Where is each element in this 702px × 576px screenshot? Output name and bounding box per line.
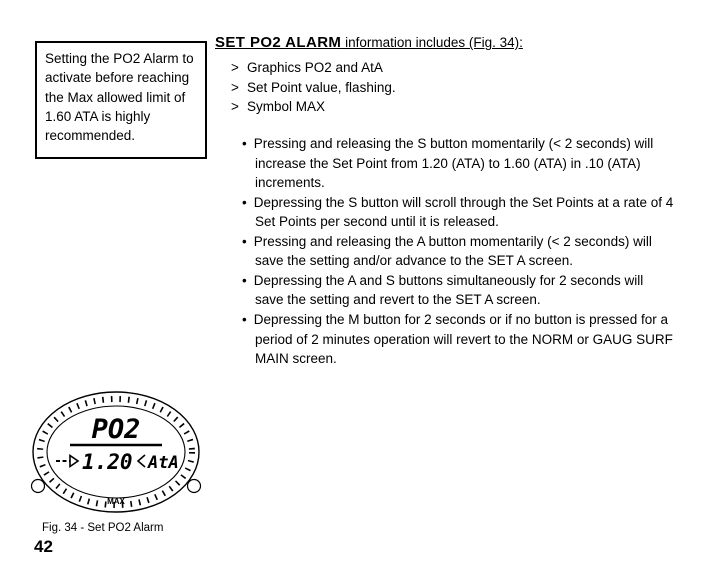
list-item-text: Depressing the S button will scroll through the Set Points at a rate of 4 Set Points per second until it is released.: [253, 194, 674, 230]
bullet-marker: •: [242, 233, 247, 249]
section-heading: [215, 32, 685, 53]
list-item: [231, 97, 671, 117]
list-item: [229, 193, 675, 232]
section-heading-title: SET PO2 ALARM: [215, 34, 342, 51]
lcd-po2-label: PO2: [91, 414, 141, 445]
list-item-text: Symbol MAX: [247, 99, 326, 115]
arrow-marker: >: [231, 60, 239, 76]
bullet-marker: •: [242, 194, 247, 210]
list-item-text: Pressing and releasing the S button momentarily (< 2 seconds) will increase the Set Point from 1.20 (ATA) to 1.60 (ATA) in .10 (ATA) increments.: [253, 135, 654, 191]
bullet-marker: •: [242, 272, 247, 288]
sidebar-note-text: Setting the PO2 Alarm to activate before reaching the Max allowed limit of 1.60 ATA is highly recommended.: [45, 51, 194, 144]
lcd-unit: AtA: [148, 453, 179, 473]
list-item: [229, 310, 675, 369]
page-number: 42: [34, 537, 53, 556]
list-item: [229, 271, 675, 310]
list-item-text: Pressing and releasing the A button momentarily (< 2 seconds) will save the setting and/or advance to the SET A screen.: [253, 233, 652, 269]
figure-caption: Fig. 34 - Set PO2 Alarm: [42, 522, 164, 534]
lcd-max-symbol: MAX: [107, 497, 125, 506]
sidebar-note-box: [35, 41, 207, 159]
lcd-setpoint-value: 1.20: [82, 450, 133, 474]
list-item-text: Depressing the M button for 2 seconds or if no button is pressed for a period of 2 minutes operation will revert to the NORM or GAUG SURF MAIN screen.: [253, 312, 673, 367]
figure-34: [26, 390, 202, 522]
right-button: [188, 480, 201, 493]
list-item-text: Depressing the A and S buttons simultaneously for 2 seconds will save the setting and revert to the SET A screen.: [253, 272, 644, 308]
dive-computer-illustration: [26, 390, 202, 522]
arrow-marker: >: [231, 99, 239, 115]
left-button: [32, 480, 45, 493]
bullet-marker: •: [242, 135, 247, 151]
main-content: [215, 32, 685, 369]
arrow-marker: >: [231, 79, 239, 95]
list-item: [229, 232, 675, 271]
instruction-list: [229, 134, 685, 369]
list-item-text: Graphics PO2 and AtA: [247, 60, 383, 76]
section-heading-rest: information includes (Fig. 34):: [341, 35, 523, 50]
list-item: [231, 58, 671, 78]
list-item: [231, 78, 671, 98]
list-item-text: Set Point value, flashing.: [247, 79, 396, 95]
info-list: [231, 58, 685, 117]
list-item: [229, 134, 675, 193]
bullet-marker: •: [242, 312, 247, 328]
